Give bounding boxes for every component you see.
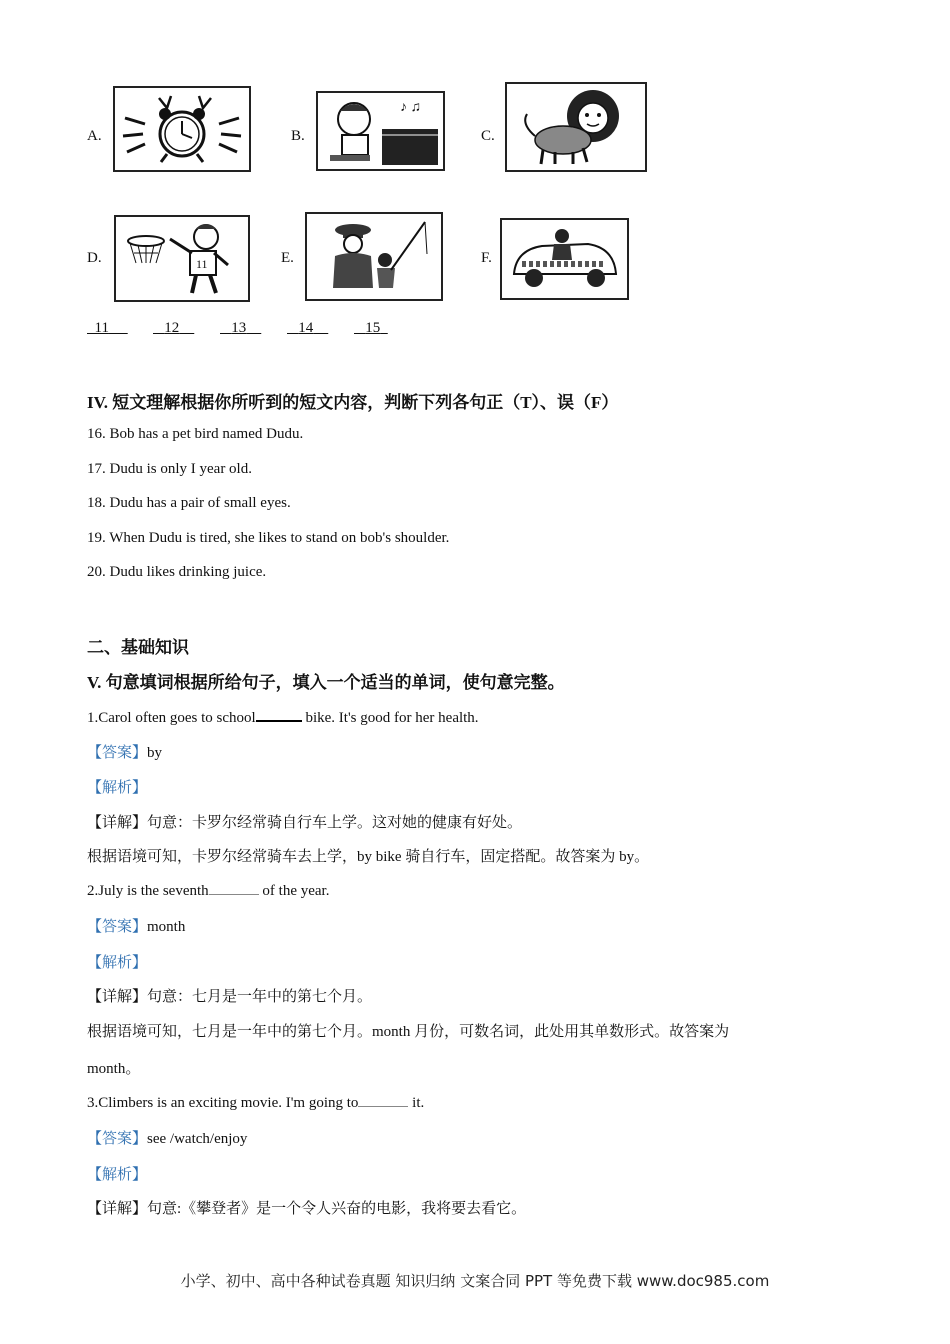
answer-2: 【答案】month bbox=[87, 919, 186, 935]
part-2-title: 二、基础知识 bbox=[87, 638, 189, 657]
question-2: 2.July is the seventh of the year. bbox=[87, 880, 329, 900]
question-19: 19. When Dudu is tired, she likes to stand on bob's shoulder. bbox=[87, 530, 450, 546]
detail-1: 【详解】句意：卡罗尔经常骑自行车上学。这对她的健康有好处。 bbox=[87, 815, 523, 831]
answer-1: 【答案】by bbox=[87, 745, 163, 761]
section-4-title: IV. 短文理解根据你所听到的短文内容，判断下列各句正（T）、误（F） bbox=[87, 393, 619, 412]
detail-2: 【详解】句意：七月是一年中的第七个月。 bbox=[87, 989, 373, 1005]
boy-playing-piano-icon bbox=[316, 91, 445, 171]
alarm-clock-icon bbox=[113, 86, 251, 172]
section-5-title: V. 句意填词根据所给句子，填入一个适当的单词，使句意完整。 bbox=[87, 673, 565, 692]
detail-3: 【详解】句意:《攀登者》是一个令人兴奋的电影，我将要去看它。 bbox=[87, 1201, 527, 1217]
question-20: 20. Dudu likes drinking juice. bbox=[87, 564, 267, 580]
answer-tag: 【答案】 bbox=[87, 745, 148, 761]
option-letter-b: B. bbox=[291, 128, 305, 144]
svg-text:♪ ♫: ♪ ♫ bbox=[400, 100, 421, 115]
explain-2-line-2: month。 bbox=[87, 1061, 141, 1077]
question-16: 16. Bob has a pet bird named Dudu. bbox=[87, 426, 304, 442]
question-3: 3.Climbers is an exciting movie. I'm going to it. bbox=[87, 1092, 424, 1112]
boy-playing-basketball-icon bbox=[114, 215, 250, 302]
option-letter-e: E. bbox=[281, 250, 294, 266]
answer-blank-14[interactable]: 14 bbox=[298, 320, 314, 336]
analysis-tag-3: 【解析】 bbox=[87, 1167, 148, 1183]
question-2-blank[interactable] bbox=[209, 880, 259, 895]
question-3-blank[interactable] bbox=[358, 1092, 408, 1107]
question-18: 18. Dudu has a pair of small eyes. bbox=[87, 495, 291, 511]
option-letter-d: D. bbox=[87, 250, 102, 266]
question-1: 1.Carol often goes to school bike. It's good for her health. bbox=[87, 706, 479, 727]
answer-blank-13[interactable]: 13 bbox=[231, 320, 247, 336]
fishing-icon bbox=[305, 212, 443, 301]
svg-text:11: 11 bbox=[196, 257, 208, 271]
answer-blank-15[interactable]: 15 bbox=[365, 320, 381, 336]
explain-2-line-1: 根据语境可知，七月是一年中的第七个月。month 月份，可数名词，此处用其单数形式。故答案为 bbox=[87, 1024, 730, 1040]
answer-blank-12[interactable]: 12 bbox=[164, 320, 180, 336]
lion-icon bbox=[505, 82, 647, 172]
option-letter-a: A. bbox=[87, 128, 102, 144]
answer-blank-11[interactable]: 11 bbox=[94, 320, 109, 336]
man-driving-car-icon bbox=[500, 218, 629, 300]
explain-1: 根据语境可知，卡罗尔经常骑车去上学，by bike 骑自行车，固定搭配。故答案为 by。 bbox=[87, 849, 650, 865]
question-1-blank[interactable] bbox=[256, 706, 302, 722]
question-17: 17. Dudu is only I year old. bbox=[87, 461, 252, 477]
option-letter-f: F. bbox=[481, 250, 492, 266]
option-letter-c: C. bbox=[481, 128, 495, 144]
answer-3: 【答案】see /watch/enjoy bbox=[87, 1131, 248, 1147]
analysis-tag-1: 【解析】 bbox=[87, 780, 148, 796]
page-footer: 小学、初中、高中各种试卷真题 知识归纳 文案合同 PPT 等免费下载 www.doc985.com bbox=[180, 1272, 770, 1290]
analysis-tag-2: 【解析】 bbox=[87, 955, 148, 971]
